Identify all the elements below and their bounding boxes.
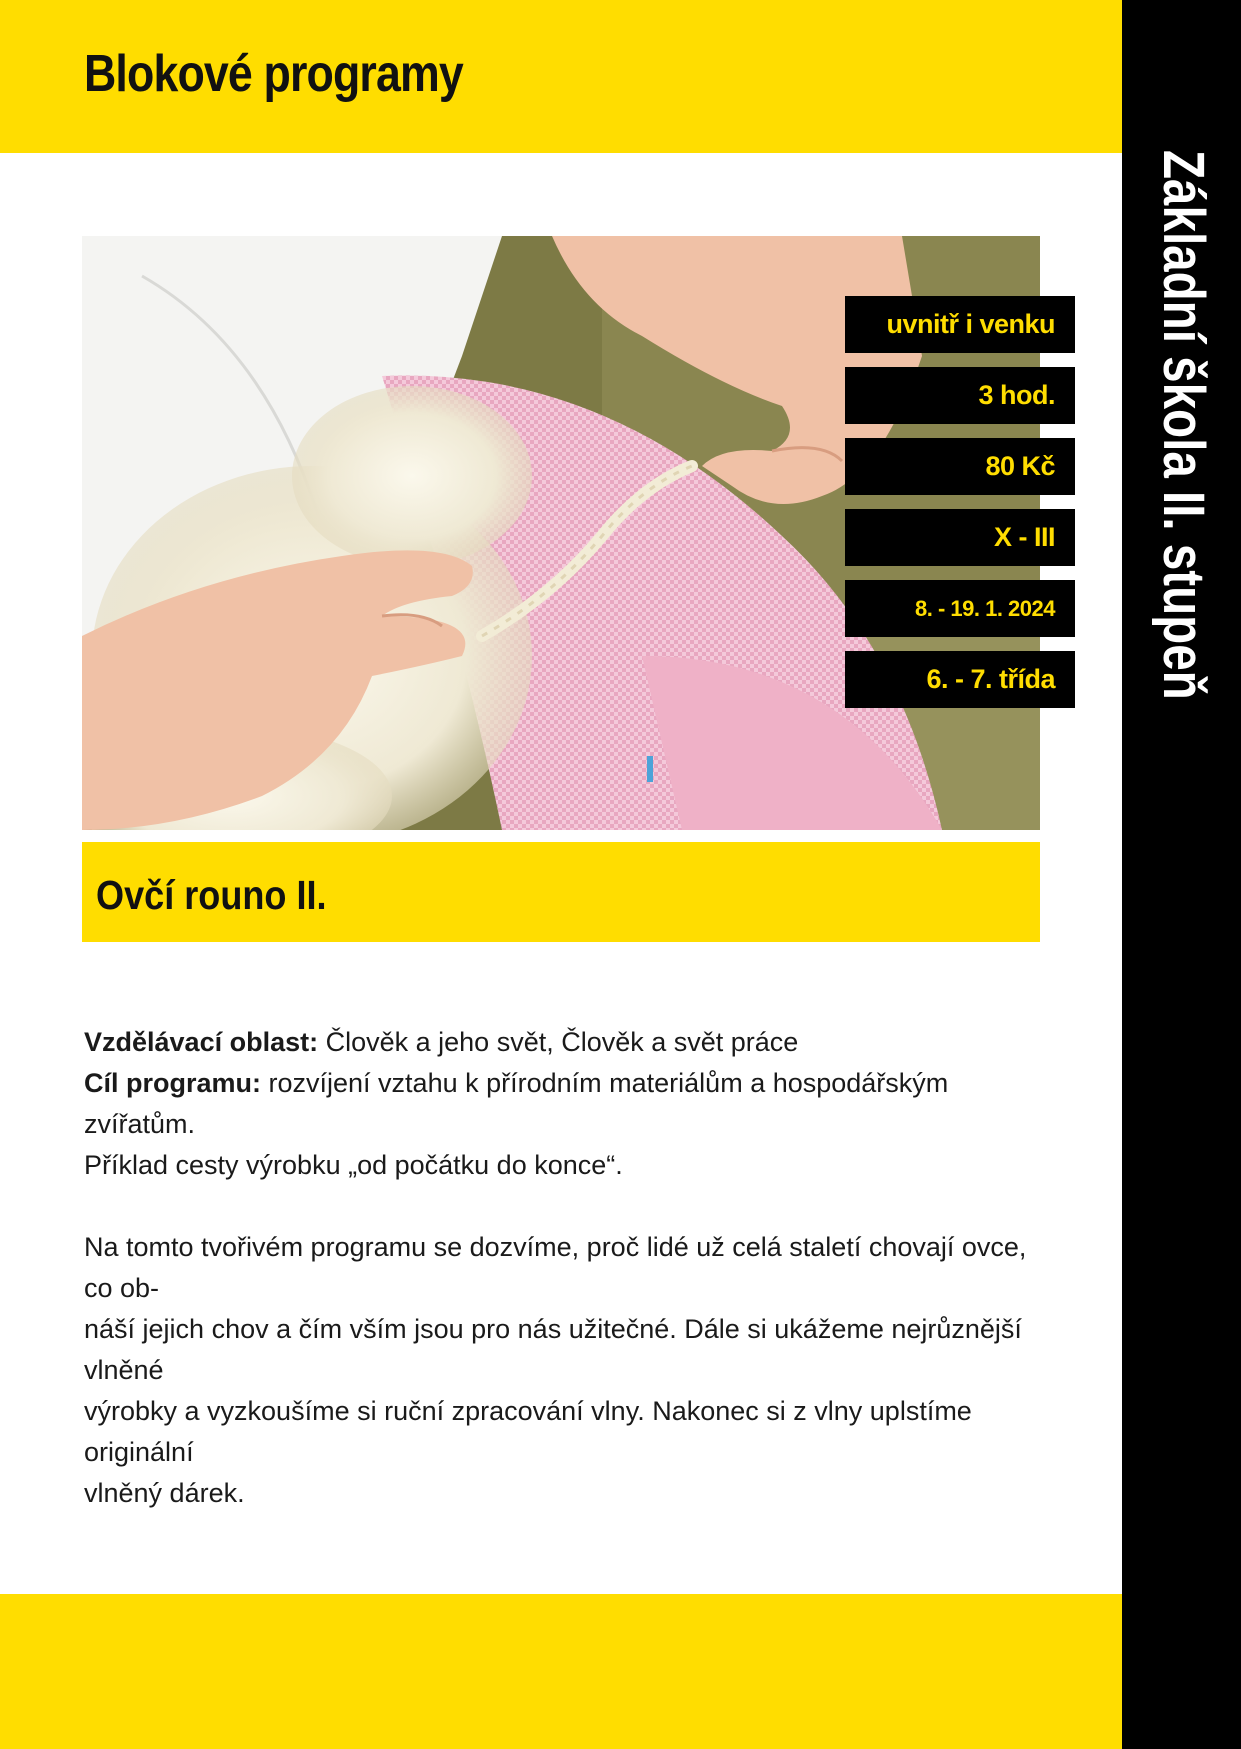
goal-line <box>84 1063 1044 1145</box>
footer-band <box>0 1594 1122 1749</box>
grade-tag: 6. - 7. třída <box>845 651 1075 708</box>
goal-label: Cíl programu: <box>84 1068 262 1098</box>
description-line: výrobky a vyzkoušíme si ruční zpracování vlny. Nakonec si z vlny uplstíme originální <box>84 1396 972 1467</box>
months-tag: X - III <box>845 509 1075 566</box>
description-line: náší jejich chov a čím vším jsou pro nás užitečné. Dále si ukážeme nejrůznější vlněné <box>84 1314 1022 1385</box>
program-title: Ovčí rouno II. <box>96 872 327 918</box>
header-band <box>0 0 1122 153</box>
description-line: Na tomto tvořivém programu se dozvíme, proč lidé už celá staletí chovají ovce, co ob- <box>84 1232 1027 1303</box>
price-tag: 80 Kč <box>845 438 1075 495</box>
dates-tag: 8. - 19. 1. 2024 <box>845 580 1075 637</box>
duration-tag: 3 hod. <box>845 367 1075 424</box>
description-line: vlněný dárek. <box>84 1478 245 1508</box>
area-line <box>84 1022 1044 1063</box>
program-title-band <box>82 842 1040 942</box>
location-tag: uvnitř i venku <box>845 296 1075 353</box>
goal-value: rozvíjení vztahu k přírodním materiálům a hospodářským zvířatům. <box>84 1068 949 1139</box>
area-label: Vzdělávací oblast: <box>84 1027 319 1057</box>
sidebar-label-text: Základní škola II. stupeň <box>1151 150 1216 700</box>
sidebar-label <box>1151 150 1216 820</box>
area-value: Člověk a jeho svět, Člověk a svět práce <box>318 1027 799 1057</box>
paragraph-gap <box>84 1186 1044 1227</box>
page-title: Blokové programy <box>84 45 463 103</box>
program-info-tags <box>845 296 1075 722</box>
goal-line-2: Příklad cesty výrobku „od počátku do konce“. <box>84 1150 623 1180</box>
program-details <box>84 1022 1044 1514</box>
